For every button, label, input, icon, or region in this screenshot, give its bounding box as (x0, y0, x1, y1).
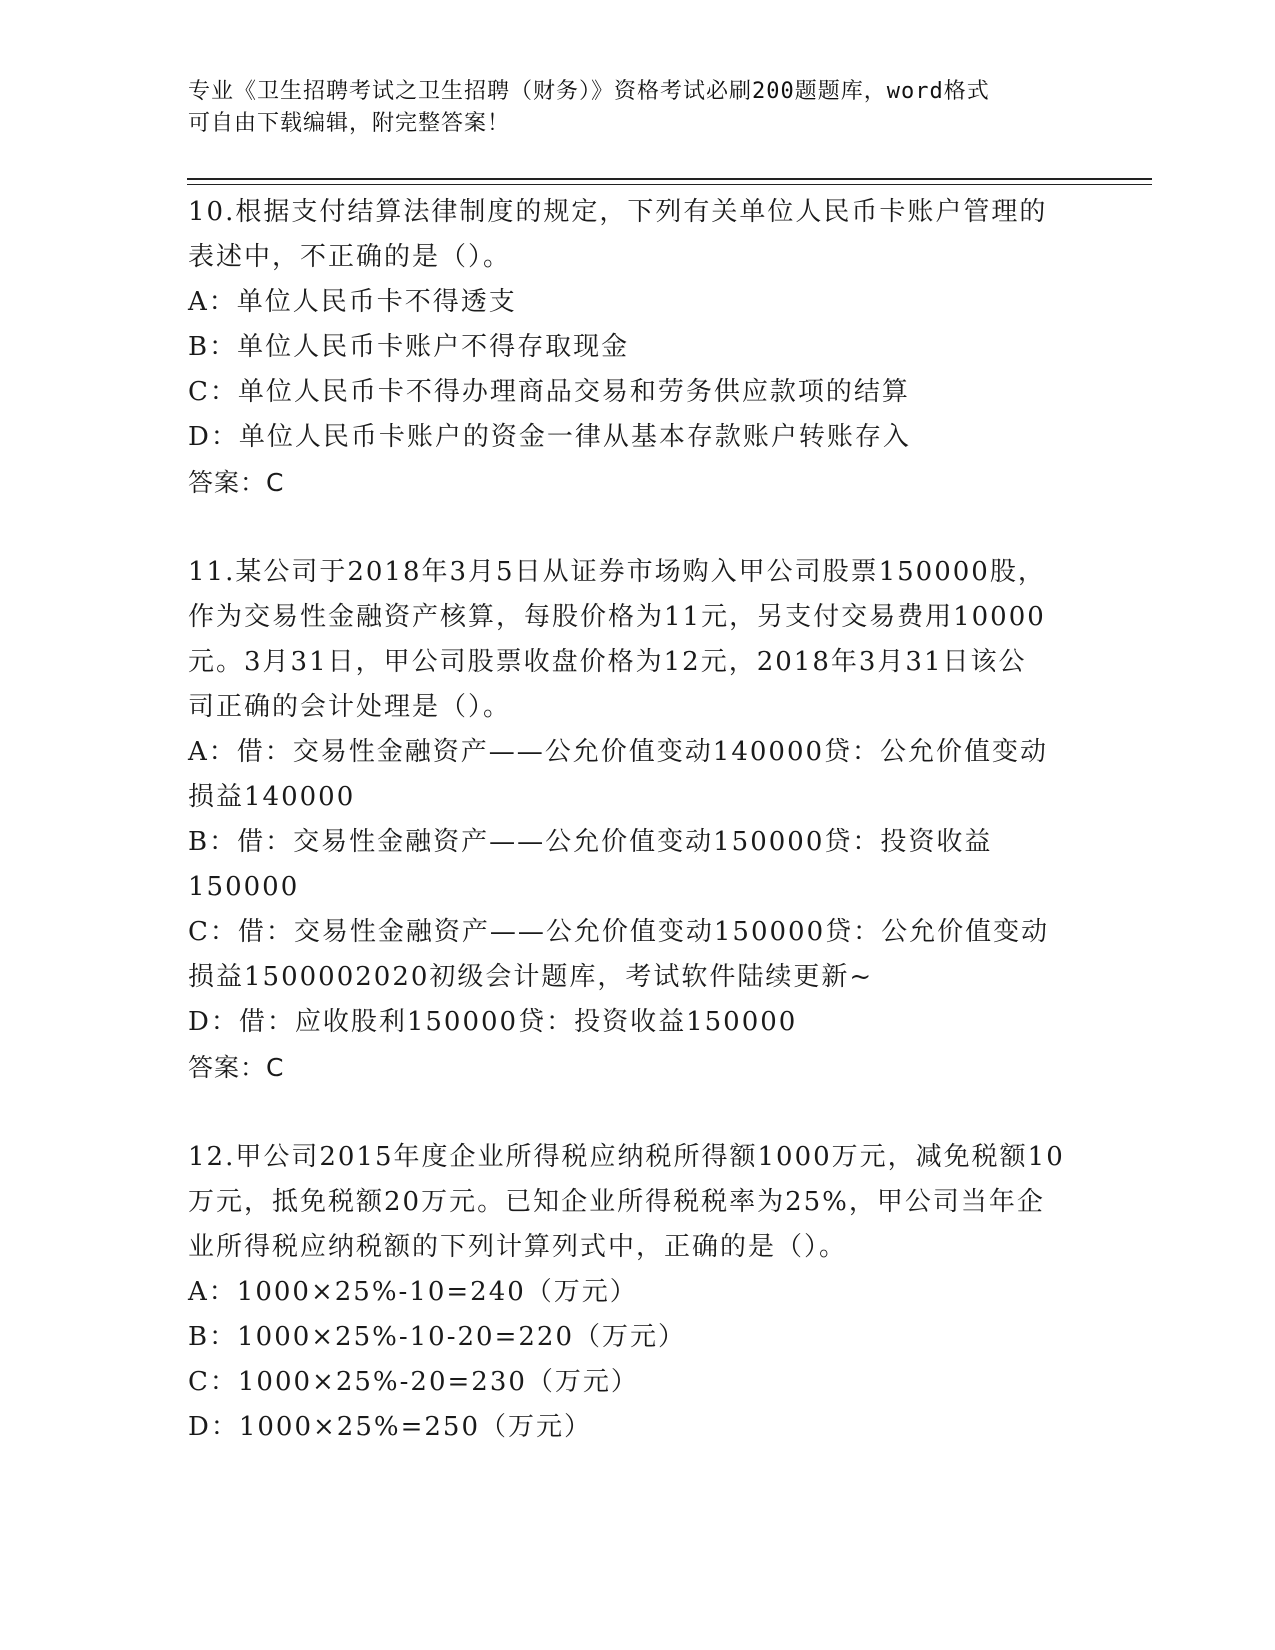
question-11-stem-line-3: 元。3月31日，甲公司股票收盘价格为12元，2018年3月31日该公 (188, 647, 1027, 677)
question-11-stem-line-4: 司正确的会计处理是（）。 (188, 692, 512, 722)
question-10-stem-line-1: 10.根据支付结算法律制度的规定，下列有关单位人民币卡账户管理的 (188, 197, 1048, 227)
question-12-stem-line-1: 12.甲公司2015年度企业所得税应纳税所得额1000万元，减免税额10 (188, 1142, 1065, 1172)
question-11-option-d: D：借：应收股利150000贷：投资收益150000 (188, 1007, 798, 1037)
question-11-option-a-line-2: 损益140000 (188, 782, 356, 812)
question-list (188, 190, 1088, 1450)
question-12-option-b: B：1000×25%-10-20=220（万元） (188, 1322, 686, 1352)
header-divider-thick (187, 178, 1152, 180)
question-11-answer: 答案：C (188, 1053, 285, 1082)
question-10-option-a: A：单位人民币卡不得透支 (188, 287, 517, 317)
question-11-option-c-line-1: C：借：交易性金融资产——公允价值变动150000贷：公允价值变动 (188, 917, 1050, 947)
question-11-option-b-line-1: B：借：交易性金融资产——公允价值变动150000贷：投资收益 (188, 827, 993, 857)
question-10-stem-line-2: 表述中，不正确的是（）。 (188, 242, 512, 272)
question-11-stem-line-2: 作为交易性金融资产核算，每股价格为11元，另支付交易费用10000 (188, 602, 1046, 632)
question-10-option-b: B：单位人民币卡账户不得存取现金 (188, 332, 630, 362)
header-line-1: 专业《卫生招聘考试之卫生招聘（财务）》资格考试必刷200题题库，word格式 (188, 79, 990, 104)
question-12-option-d: D：1000×25%=250（万元） (188, 1412, 592, 1442)
question-10-answer: 答案：C (188, 468, 285, 497)
question-11-option-b-line-2: 150000 (188, 872, 300, 902)
header-line-2: 可自由下载编辑，附完整答案！ (188, 111, 511, 136)
question-10-option-d: D：单位人民币卡账户的资金一律从基本存款账户转账存入 (188, 422, 911, 452)
question-10 (188, 190, 1088, 505)
question-12-stem-line-3: 业所得税应纳税额的下列计算列式中，正确的是（）。 (188, 1232, 848, 1262)
question-12-option-a: A：1000×25%-10=240（万元） (188, 1277, 638, 1307)
question-10-option-c: C：单位人民币卡不得办理商品交易和劳务供应款项的结算 (188, 377, 910, 407)
question-12-option-c: C：1000×25%-20=230（万元） (188, 1367, 639, 1397)
question-11-stem-line-1: 11.某公司于2018年3月5日从证券市场购入甲公司股票150000股， (188, 557, 1046, 587)
question-12 (188, 1135, 1088, 1450)
question-11-option-c-line-2: 损益1500002020初级会计题库，考试软件陆续更新~ (188, 962, 874, 992)
header-divider-thin (187, 184, 1152, 185)
question-11 (188, 550, 1088, 1090)
question-11-option-a-line-1: A：借：交易性金融资产——公允价值变动140000贷：公允价值变动 (188, 737, 1049, 767)
question-12-stem-line-2: 万元，抵免税额20万元。已知企业所得税税率为25%，甲公司当年企 (188, 1187, 1045, 1217)
document-header (188, 76, 1088, 140)
